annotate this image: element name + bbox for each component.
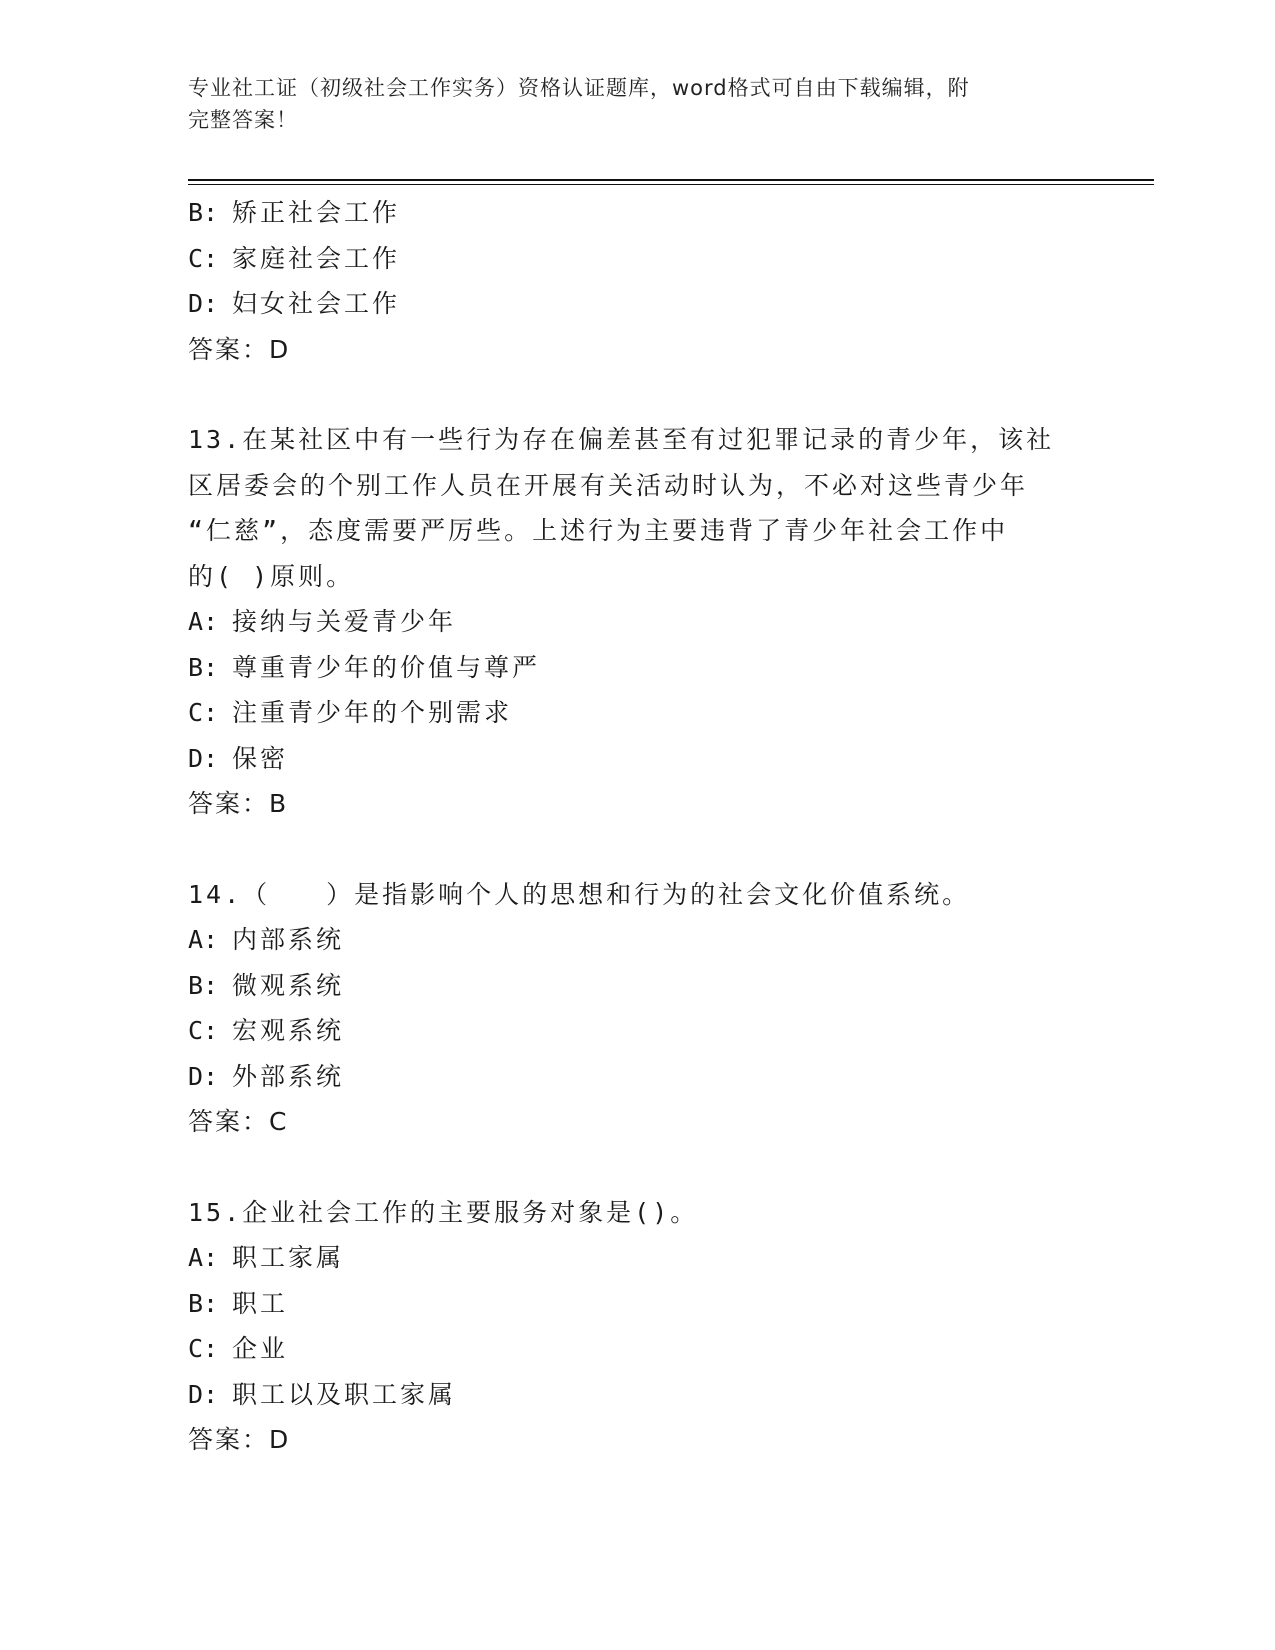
- question-stem-line: 区居委会的个别工作人员在开展有关活动时认为，不必对这些青少年: [188, 470, 1029, 500]
- option-text: 职工家属: [232, 1243, 345, 1272]
- question-14: [188, 872, 1088, 1145]
- option-text: 保密: [232, 743, 289, 773]
- option-letter: B:: [188, 198, 219, 227]
- option-letter: B:: [188, 652, 219, 682]
- option-text: 注重青少年的个别需求: [232, 698, 513, 727]
- question-13: [188, 417, 1088, 827]
- question-content: [188, 190, 1088, 1463]
- option-text: 宏观系统: [232, 1016, 345, 1045]
- option-text: 妇女社会工作: [232, 289, 401, 318]
- page-header: [188, 72, 1068, 136]
- header-line-2: 完整答案！: [188, 108, 298, 132]
- header-rule-thin: [188, 184, 1154, 185]
- option-letter: D:: [188, 1379, 219, 1409]
- option-a: [188, 917, 1088, 963]
- option-text: 企业: [232, 1334, 289, 1363]
- option-letter: D:: [188, 743, 219, 773]
- answer-line: [188, 1099, 1088, 1145]
- option-b: [188, 1281, 1088, 1327]
- header-rule-thick: [188, 179, 1154, 181]
- option-d: [188, 1054, 1088, 1100]
- answer-value: D: [269, 334, 289, 364]
- option-text: 接纳与关爱青少年: [232, 607, 457, 636]
- option-letter: C:: [188, 1016, 219, 1045]
- continued-question: [188, 190, 1088, 372]
- header-line-1: 专业社工证（初级社会工作实务）资格认证题库，word格式可自由下载编辑，附: [188, 76, 970, 100]
- question-stem-line: 的( )原则。: [188, 561, 355, 591]
- answer-value: D: [269, 1425, 289, 1454]
- answer-label: 答案：: [188, 789, 270, 818]
- option-letter: C:: [188, 1334, 219, 1363]
- option-b: [188, 645, 1088, 691]
- option-b: [188, 190, 1088, 236]
- option-letter: B:: [188, 1288, 219, 1318]
- answer-line: [188, 1417, 1088, 1463]
- answer-value: B: [269, 789, 287, 818]
- option-letter: D:: [188, 1061, 219, 1091]
- answer-label: 答案：: [188, 1107, 270, 1136]
- option-text: 职工: [232, 1288, 289, 1318]
- option-letter: D:: [188, 289, 219, 318]
- question-stem-line: “仁慈”，态度需要严厉些。上述行为主要违背了青少年社会工作中: [188, 516, 1009, 545]
- question-stem-line: 15.企业社会工作的主要服务对象是()。: [188, 1197, 699, 1227]
- answer-line: [188, 781, 1088, 827]
- option-d: [188, 736, 1088, 782]
- option-text: 矫正社会工作: [232, 198, 401, 227]
- option-letter: C:: [188, 243, 219, 273]
- option-text: 外部系统: [232, 1061, 345, 1091]
- option-a: [188, 1235, 1088, 1281]
- option-text: 尊重青少年的价值与尊严: [232, 652, 541, 682]
- option-letter: A:: [188, 925, 219, 954]
- option-c: [188, 690, 1088, 736]
- option-c: [188, 1008, 1088, 1054]
- question-stem-line: 14.（ ）是指影响个人的思想和行为的社会文化价值系统。: [188, 879, 971, 909]
- option-letter: B:: [188, 970, 219, 1000]
- answer-label: 答案：: [188, 334, 270, 364]
- option-text: 微观系统: [232, 970, 345, 1000]
- option-d: [188, 281, 1088, 327]
- option-d: [188, 1372, 1088, 1418]
- answer-line: [188, 327, 1088, 373]
- option-text: 内部系统: [232, 925, 345, 954]
- option-text: 家庭社会工作: [232, 243, 401, 273]
- answer-label: 答案：: [188, 1425, 270, 1454]
- option-c: [188, 1326, 1088, 1372]
- option-letter: C:: [188, 698, 219, 727]
- option-letter: A:: [188, 607, 219, 636]
- question-stem-line: 13.在某社区中有一些行为存在偏差甚至有过犯罪记录的青少年，该社: [188, 425, 1055, 454]
- option-text: 职工以及职工家属: [232, 1379, 457, 1409]
- option-c: [188, 236, 1088, 282]
- option-a: [188, 599, 1088, 645]
- option-letter: A:: [188, 1243, 219, 1272]
- question-15: [188, 1190, 1088, 1463]
- option-b: [188, 963, 1088, 1009]
- answer-value: C: [269, 1107, 287, 1136]
